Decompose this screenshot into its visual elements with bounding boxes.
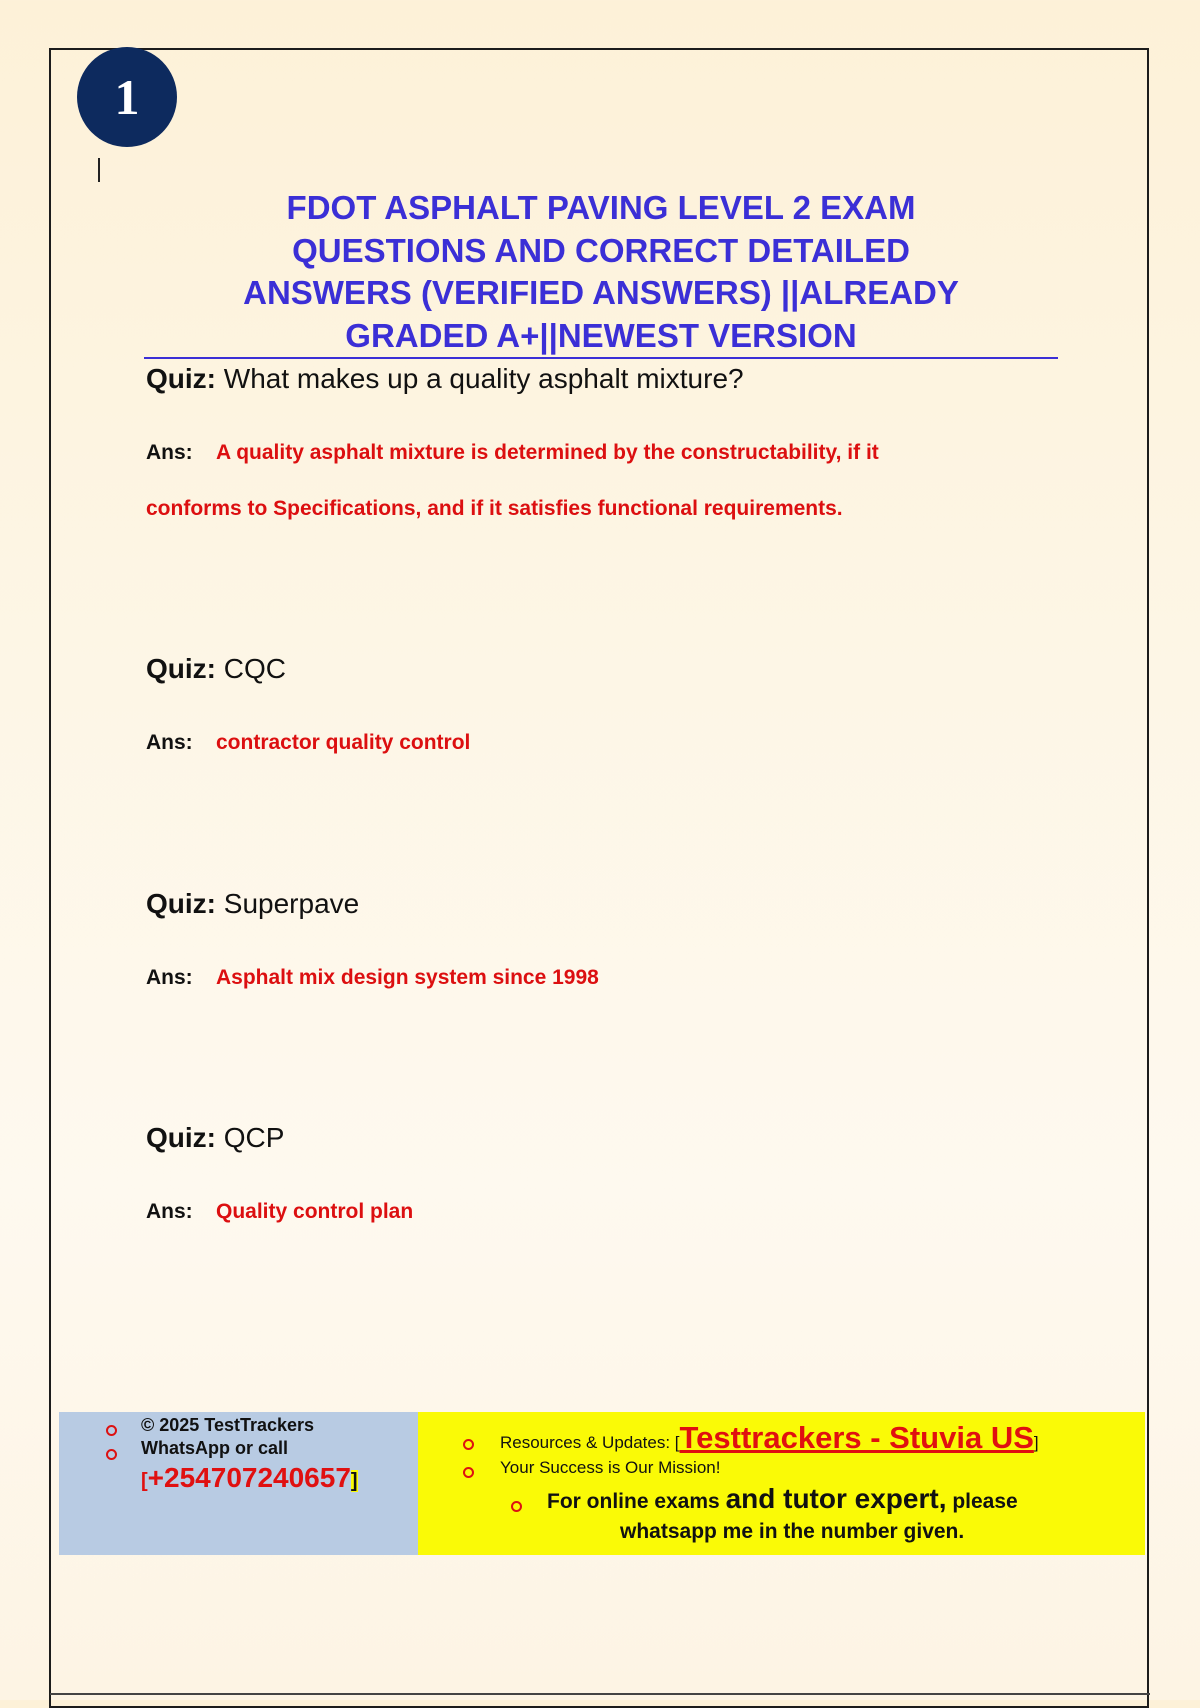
- bracket-open: [: [141, 1470, 148, 1492]
- offer-line: [547, 1483, 1018, 1515]
- phone-number[interactable]: +254707240657: [147, 1462, 351, 1493]
- phone-line: [141, 1462, 358, 1494]
- answer-text: conforms to Specifications, and if it satisfies functional requirements.: [146, 497, 843, 520]
- resources-line: [500, 1420, 1039, 1456]
- mission-text: Your Success is Our Mission!: [500, 1458, 721, 1477]
- title-underline: [144, 357, 1058, 359]
- question-text: CQC: [223, 653, 287, 684]
- ans-label: Ans:: [146, 1200, 193, 1223]
- quiz-line: [146, 1122, 1046, 1154]
- page-number-badge: [77, 47, 177, 147]
- answer-text: Asphalt mix design system since 1998: [216, 966, 599, 989]
- question-text: QCP: [223, 1122, 285, 1153]
- bracket-close: ]: [350, 1470, 358, 1492]
- question-text: What makes up a quality asphalt mixture?: [223, 363, 744, 394]
- quiz-label: Quiz:: [146, 653, 216, 684]
- bullet-icon: [106, 1449, 117, 1460]
- bracket-close: ]: [1033, 1433, 1039, 1452]
- quiz-label: Quiz:: [146, 363, 216, 394]
- quiz-line: [146, 363, 1046, 395]
- answer-line: [146, 425, 1046, 481]
- answer-text: contractor quality control: [216, 731, 471, 754]
- whatsapp-label: WhatsApp or call: [141, 1438, 289, 1458]
- footer-resources-box: [418, 1412, 1145, 1555]
- ans-label: Ans:: [146, 966, 193, 989]
- bullet-icon: [463, 1439, 474, 1450]
- offer-part1: For online exams: [547, 1490, 726, 1513]
- quiz-line: [146, 653, 1046, 685]
- footer-contact-box: [59, 1412, 418, 1555]
- resources-link[interactable]: Testtrackers - Stuvia US: [679, 1420, 1034, 1455]
- document-title: [145, 187, 1057, 357]
- quiz-line: [146, 888, 1046, 920]
- ans-label: Ans:: [146, 731, 193, 754]
- quiz-label: Quiz:: [146, 1122, 216, 1153]
- title-line: FDOT ASPHALT PAVING LEVEL 2 EXAM: [286, 189, 916, 226]
- offer-part3: please: [946, 1490, 1018, 1513]
- bullet-icon: [106, 1425, 117, 1436]
- page-bottom-edge: [50, 1693, 1150, 1695]
- text-cursor: [98, 158, 100, 182]
- title-line: ANSWERS (VERIFIED ANSWERS) ||ALREADY: [243, 274, 959, 311]
- answer-text: Quality control plan: [216, 1200, 414, 1223]
- page-number: 1: [114, 69, 140, 125]
- title-line: GRADED A+||NEWEST VERSION: [345, 316, 857, 354]
- answer-line: [146, 715, 1046, 771]
- quiz-label: Quiz:: [146, 888, 216, 919]
- answer-line: [146, 481, 1046, 537]
- answer-line: [146, 950, 1046, 1006]
- resources-label: Resources & Updates: [: [500, 1433, 680, 1452]
- answer-text: A quality asphalt mixture is determined by the constructability, if it: [216, 441, 879, 464]
- title-line: QUESTIONS AND CORRECT DETAILED: [292, 231, 910, 269]
- qa-item: [146, 653, 1046, 771]
- offer-line-2: whatsapp me in the number given.: [620, 1520, 965, 1543]
- qa-item: [146, 888, 1046, 1006]
- copyright-text: © 2025 TestTrackers: [141, 1415, 315, 1435]
- answer-line: [146, 1184, 1046, 1240]
- qa-item: [146, 363, 1046, 537]
- bullet-icon: [511, 1501, 522, 1512]
- question-text: Superpave: [223, 888, 360, 919]
- bullet-icon: [463, 1467, 474, 1478]
- qa-item: [146, 1122, 1046, 1240]
- offer-part2: and tutor expert,: [725, 1483, 947, 1514]
- ans-label: Ans:: [146, 441, 193, 464]
